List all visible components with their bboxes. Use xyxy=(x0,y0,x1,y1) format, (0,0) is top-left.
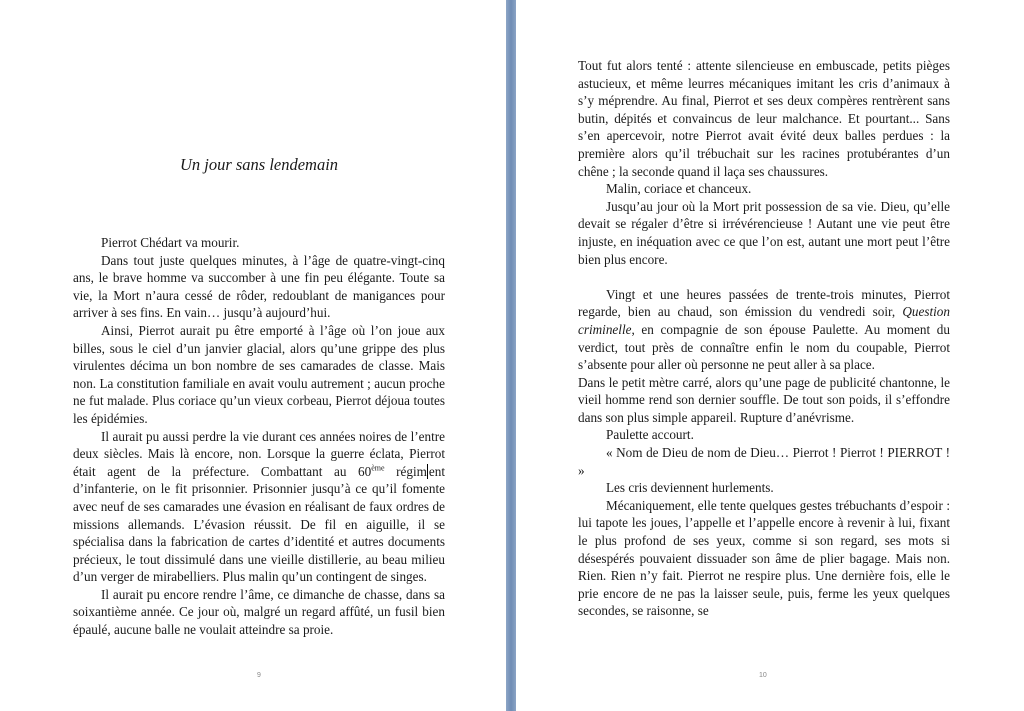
page-body-right[interactable] xyxy=(578,57,950,620)
paragraph xyxy=(73,428,445,586)
page-body-left[interactable] xyxy=(73,234,445,639)
paragraph: Pierrot Chédart va mourir. xyxy=(101,235,240,250)
paragraph-text: , en compagnie de son épouse Paulette. Au moment du verdict, tout près de connaître enfin le nom du coupable, Pierrot s’absente pour aller où personne ne peut aller à sa place. xyxy=(578,321,950,373)
page-number: 10 xyxy=(759,672,767,679)
paragraph: Dans tout juste quelques minutes, à l’âge de quatre-vingt-cinq ans, le brave homme va succomber à une fin peu élégante. Toute sa vie, la Mort n’aura cessé de rôder, redoublant de manigances pour arriver à ses fins. En vain… jusqu’à aujourd’hui. xyxy=(73,252,445,321)
paragraph: Il aurait pu encore rendre l’âme, ce dimanche de chasse, dans sa soixantième année. Ce jour où, malgré un regard affûté, un fusil bien épaulé, aucune balle ne voulait atteindre sa proie. xyxy=(73,586,445,638)
document-page-left xyxy=(0,0,506,711)
paragraph-text: Il aurait pu aussi perdre la vie durant ces années noires de l’entre deux siècles. Mais là encore, non. Lorsque la guerre éclata, Pierrot était agent de la préfecture. Combattant au 60 xyxy=(73,428,445,479)
paragraph-text: ent d’infanterie, on le fit prisonnier. Prisonnier jusqu’à ce qu’il fomente avec neuf de ses camarades une évasion en réalisant de faux ordres de missions allemands. L’évasion réussit. De fil en aiguille, il se spécialisa dans la fabrication de cartes d’identité et autres documents précieux, le tout dissimulé dans une vieille distillerie, au beau milieu d’un verger de mirabelliers. Plus malin qu’un contingent de singes. xyxy=(73,463,445,585)
paragraph: Tout fut alors tenté : attente silencieuse en embuscade, petits pièges astucieux, et même leurres mécaniques imitant les cris d’animaux à s’y méprendre. Au final, Pierrot et ses deux compères rentrèrent sans butin, dépités et convaincus de leur malchance. Et pourtant... Sans s’en apercevoir, notre Pierrot avait évité deux balles perdues : la première alors qu’il trébuchait sur les racines protubérantes d’un chêne ; la seconde quand il laça ses chaussures. xyxy=(578,58,950,179)
paragraph: « Nom de Dieu de nom de Dieu… Pierrot ! Pierrot ! PIERROT ! » xyxy=(578,445,950,478)
paragraph-text: Vingt et une heures passées de trente-trois minutes, Pierrot regarde, bien au chaud, son émission du vendredi soir, xyxy=(578,286,950,320)
page-number: 9 xyxy=(257,672,261,679)
page-gutter xyxy=(506,0,516,711)
paragraph: Jusqu’au jour où la Mort prit possession de sa vie. Dieu, qu’elle devait se régaler d’être si irrévérencieuse ! Autant une vie peut être injuste, en inéquation avec ce que l’on est, autant une mort peut l’être bien plus encore. xyxy=(578,198,950,267)
tv-show-title: Question criminelle xyxy=(578,304,950,337)
paragraph-text: régim xyxy=(384,463,427,479)
paragraph xyxy=(578,286,950,374)
paragraph: Dans le petit mètre carré, alors qu’une page de publicité chantonne, le vieil homme rend son dernier souffle. De tout son poids, il s’effondre dans son plus simple appareil. Rupture d’anévrisme. xyxy=(578,374,950,425)
paragraph: Les cris deviennent hurlements. xyxy=(606,480,774,496)
paragraph: Paulette accourt. xyxy=(606,427,694,443)
paragraph: Malin, coriace et chanceux. xyxy=(606,181,752,197)
paragraph: Ainsi, Pierrot aurait pu être emporté à l’âge où l’on joue aux billes, sous le ciel d’un janvier glacial, alors qu’une grippe des plus virulentes décima un bon nombre de ses camarades de classe. Mais non. La constitution familiale en avait voulu autrement ; aucun proche ne fut malade. Plus coriace qu’un vieux corbeau, Pierrot déjoua toutes les épidémies. xyxy=(73,322,445,426)
chapter-title: Un jour sans lendemain xyxy=(179,155,339,174)
paragraph: Mécaniquement, elle tente quelques gestes trébuchants d’espoir : lui tapote les joues, l’appelle et l’appelle encore à revenir à lui, fixant le plus profond de ses yeux, comme si son regard, ses mots si désespérés pouvaient dissuader son âme de plier bagage. Mais non. Rien. Rien n’y fait. Pierrot ne respire plus. Une dernière fois, elle le prie encore de ne pas la laisser seule, puis, ferme les yeux quelques secondes, se raisonne, se xyxy=(578,497,950,619)
document-page-right xyxy=(516,0,1024,711)
superscript-text: ème xyxy=(371,463,385,473)
